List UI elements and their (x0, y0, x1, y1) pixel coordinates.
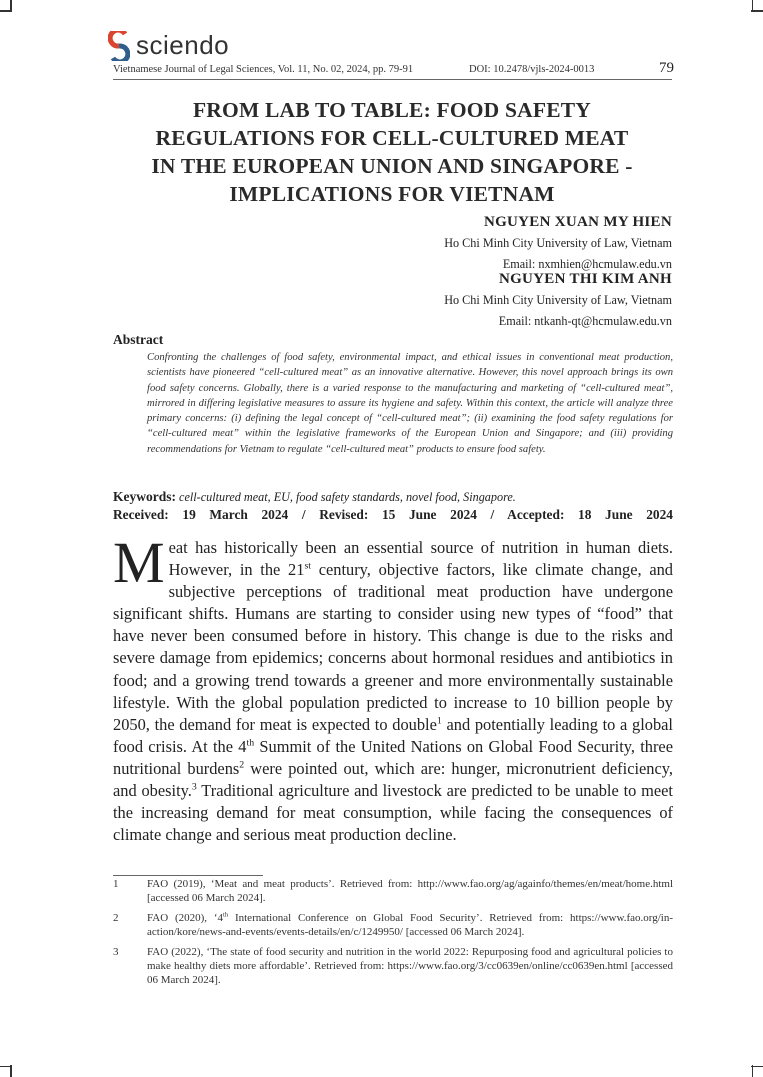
body-text-segment: and potentially leading to a global food crisis. At the 4 (113, 714, 673, 756)
running-header (113, 60, 674, 76)
title-line: REGULATIONS FOR CELL-CULTURED MEAT (155, 126, 629, 150)
body-text-segment: Traditional agriculture and livestock are predicted to be unable to meet the increasing demand for meat consumption, while facing the consequences of climate change and serious meat production decline. (113, 781, 673, 845)
footnote (113, 912, 673, 939)
author-block (444, 268, 672, 332)
body-text-segment: eat has historically been an essential source of nutrition in human diets. However, in the 21 (168, 538, 673, 580)
author-email: Email: ntkanh-qt@hcmulaw.edu.vn (498, 314, 672, 328)
author-affiliation: Ho Chi Minh City University of Law, Vietnam (444, 293, 672, 307)
author-block (444, 211, 672, 275)
footnote (113, 878, 673, 905)
author-name: NGUYEN XUAN MY HIEN (483, 214, 672, 230)
footnote-number: 1 (113, 878, 119, 890)
footnote-text-segment: International Conference on Global Food Security’. Retrieved from: https://www.fao.org/in-action/kore/news-and-events/events-details/en/c/1249950/ [accessed 06 March 2024]. (147, 912, 673, 938)
body-text-segment: were pointed out, which are: hunger, micronutrient deficiency, and obesity. (113, 758, 673, 801)
footnote-ref[interactable]: 1 (436, 715, 442, 727)
header-rule (113, 79, 672, 80)
keywords (113, 489, 673, 505)
publisher-name: sciendo (136, 30, 230, 60)
keywords-list: cell-cultured meat, EU, food safety standards, novel food, Singapore. (179, 490, 516, 504)
footnote (113, 946, 673, 987)
footnote-ref[interactable]: 2 (239, 759, 245, 771)
title-line: IN THE EUROPEAN UNION AND SINGAPORE - (151, 154, 633, 178)
sciendo-logo-icon (108, 31, 130, 61)
page-number: 79 (659, 60, 674, 76)
crop-mark-bottom-right (752, 1065, 754, 1077)
keywords-label: Keywords: (113, 489, 176, 504)
article-title (100, 96, 684, 208)
abstract-text: Confronting the challenges of food safety, environmental impact, and ethical issues in conventional meat production, scientists have pioneered “cell-cultured meat” as an innovative alternative. However, this novel approach brings its own food safety concerns. Globally, there is a varied response to the manufacturing and marketing of “cell-cultured meat”, mirrored in differing legislative measures to assure its hygiene and safety. Within this context, the article will analyze three primary concerns: (i) defining the legal concept of “cell-cultured meat”; (ii) examining the food safety regulations for “cell-cultured meat” within the legislative frameworks of the European Union and Singapore; and (iii) providing recommendations for Vietnam to regulate “cell-cultured meat” products to ensure food safety. (147, 352, 673, 455)
footnotes (113, 878, 673, 994)
footnote-text-segment: FAO (2020), ‘4 (147, 912, 224, 925)
body-text-segment: Summit of the United Nations on Global Food Security, three nutritional burdens (113, 736, 673, 778)
footnote-rule (113, 875, 263, 876)
drop-cap: M (113, 530, 165, 595)
footnote-number: 3 (113, 946, 119, 959)
footnote-text[interactable] (147, 912, 673, 939)
ordinal-superscript: th (246, 737, 255, 749)
title-line: IMPLICATIONS FOR VIETNAM (229, 182, 555, 206)
doi: DOI: 10.2478/vjls-2024-0013 (469, 64, 595, 75)
crop-mark-top-right (752, 0, 754, 12)
title-line: FROM LAB TO TABLE: FOOD SAFETY (192, 98, 592, 122)
ordinal-superscript: st (304, 560, 311, 572)
journal-citation: Vietnamese Journal of Legal Sciences, Vol. 11, No. 02, 2024, pp. 79-91 (113, 64, 414, 75)
footnote-ref[interactable]: 3 (191, 781, 197, 793)
body-text-segment: century, objective factors, like climate change, and subjective perceptions of traditional meat production have undergone significant shifts. Humans are starting to consider using new types of “food” that have never been consumed before in history. This change is due to the risks and severe damage from epidemics; concerns about hormonal residues and antibiotics in food; and a growing trend towards a greener and more environmentally sustainable lifestyle. With the global population predicted to increase to 10 billion people by 2050, the demand for meat is expected to double (113, 560, 673, 734)
author-name: NGUYEN THI KIM ANH (498, 271, 672, 287)
body-paragraph (113, 530, 673, 846)
author-affiliation: Ho Chi Minh City University of Law, Vietnam (444, 236, 672, 250)
footnote-number: 2 (113, 912, 119, 925)
abstract-heading: Abstract (113, 332, 164, 347)
publisher-logo (108, 30, 229, 61)
crop-mark-bottom-left (10, 1065, 12, 1077)
crop-mark-top-left (10, 0, 12, 12)
ordinal-superscript: th (223, 911, 229, 919)
footnote-text[interactable]: FAO (2019), ‘Meat and meat products’. Retrieved from: http://www.fao.org/ag/againfo/themes/en/meat/home.html [accessed 06 March 2024]. (147, 878, 673, 904)
author-email: Email: nxmhien@hcmulaw.edu.vn (502, 257, 672, 271)
article-dates: Received: 19 March 2024 / Revised: 15 June 2024 / Accepted: 18 June 2024 (113, 507, 673, 522)
footnote-text[interactable]: FAO (2022), ‘The state of food security and nutrition in the world 2022: Repurposing food and agricultural policies to make healthy diets more affordable’. Retrieved from: https://www.fao.org/3/cc0639en/online/cc0639en.html [accessed 06 March 2024]. (147, 946, 673, 986)
